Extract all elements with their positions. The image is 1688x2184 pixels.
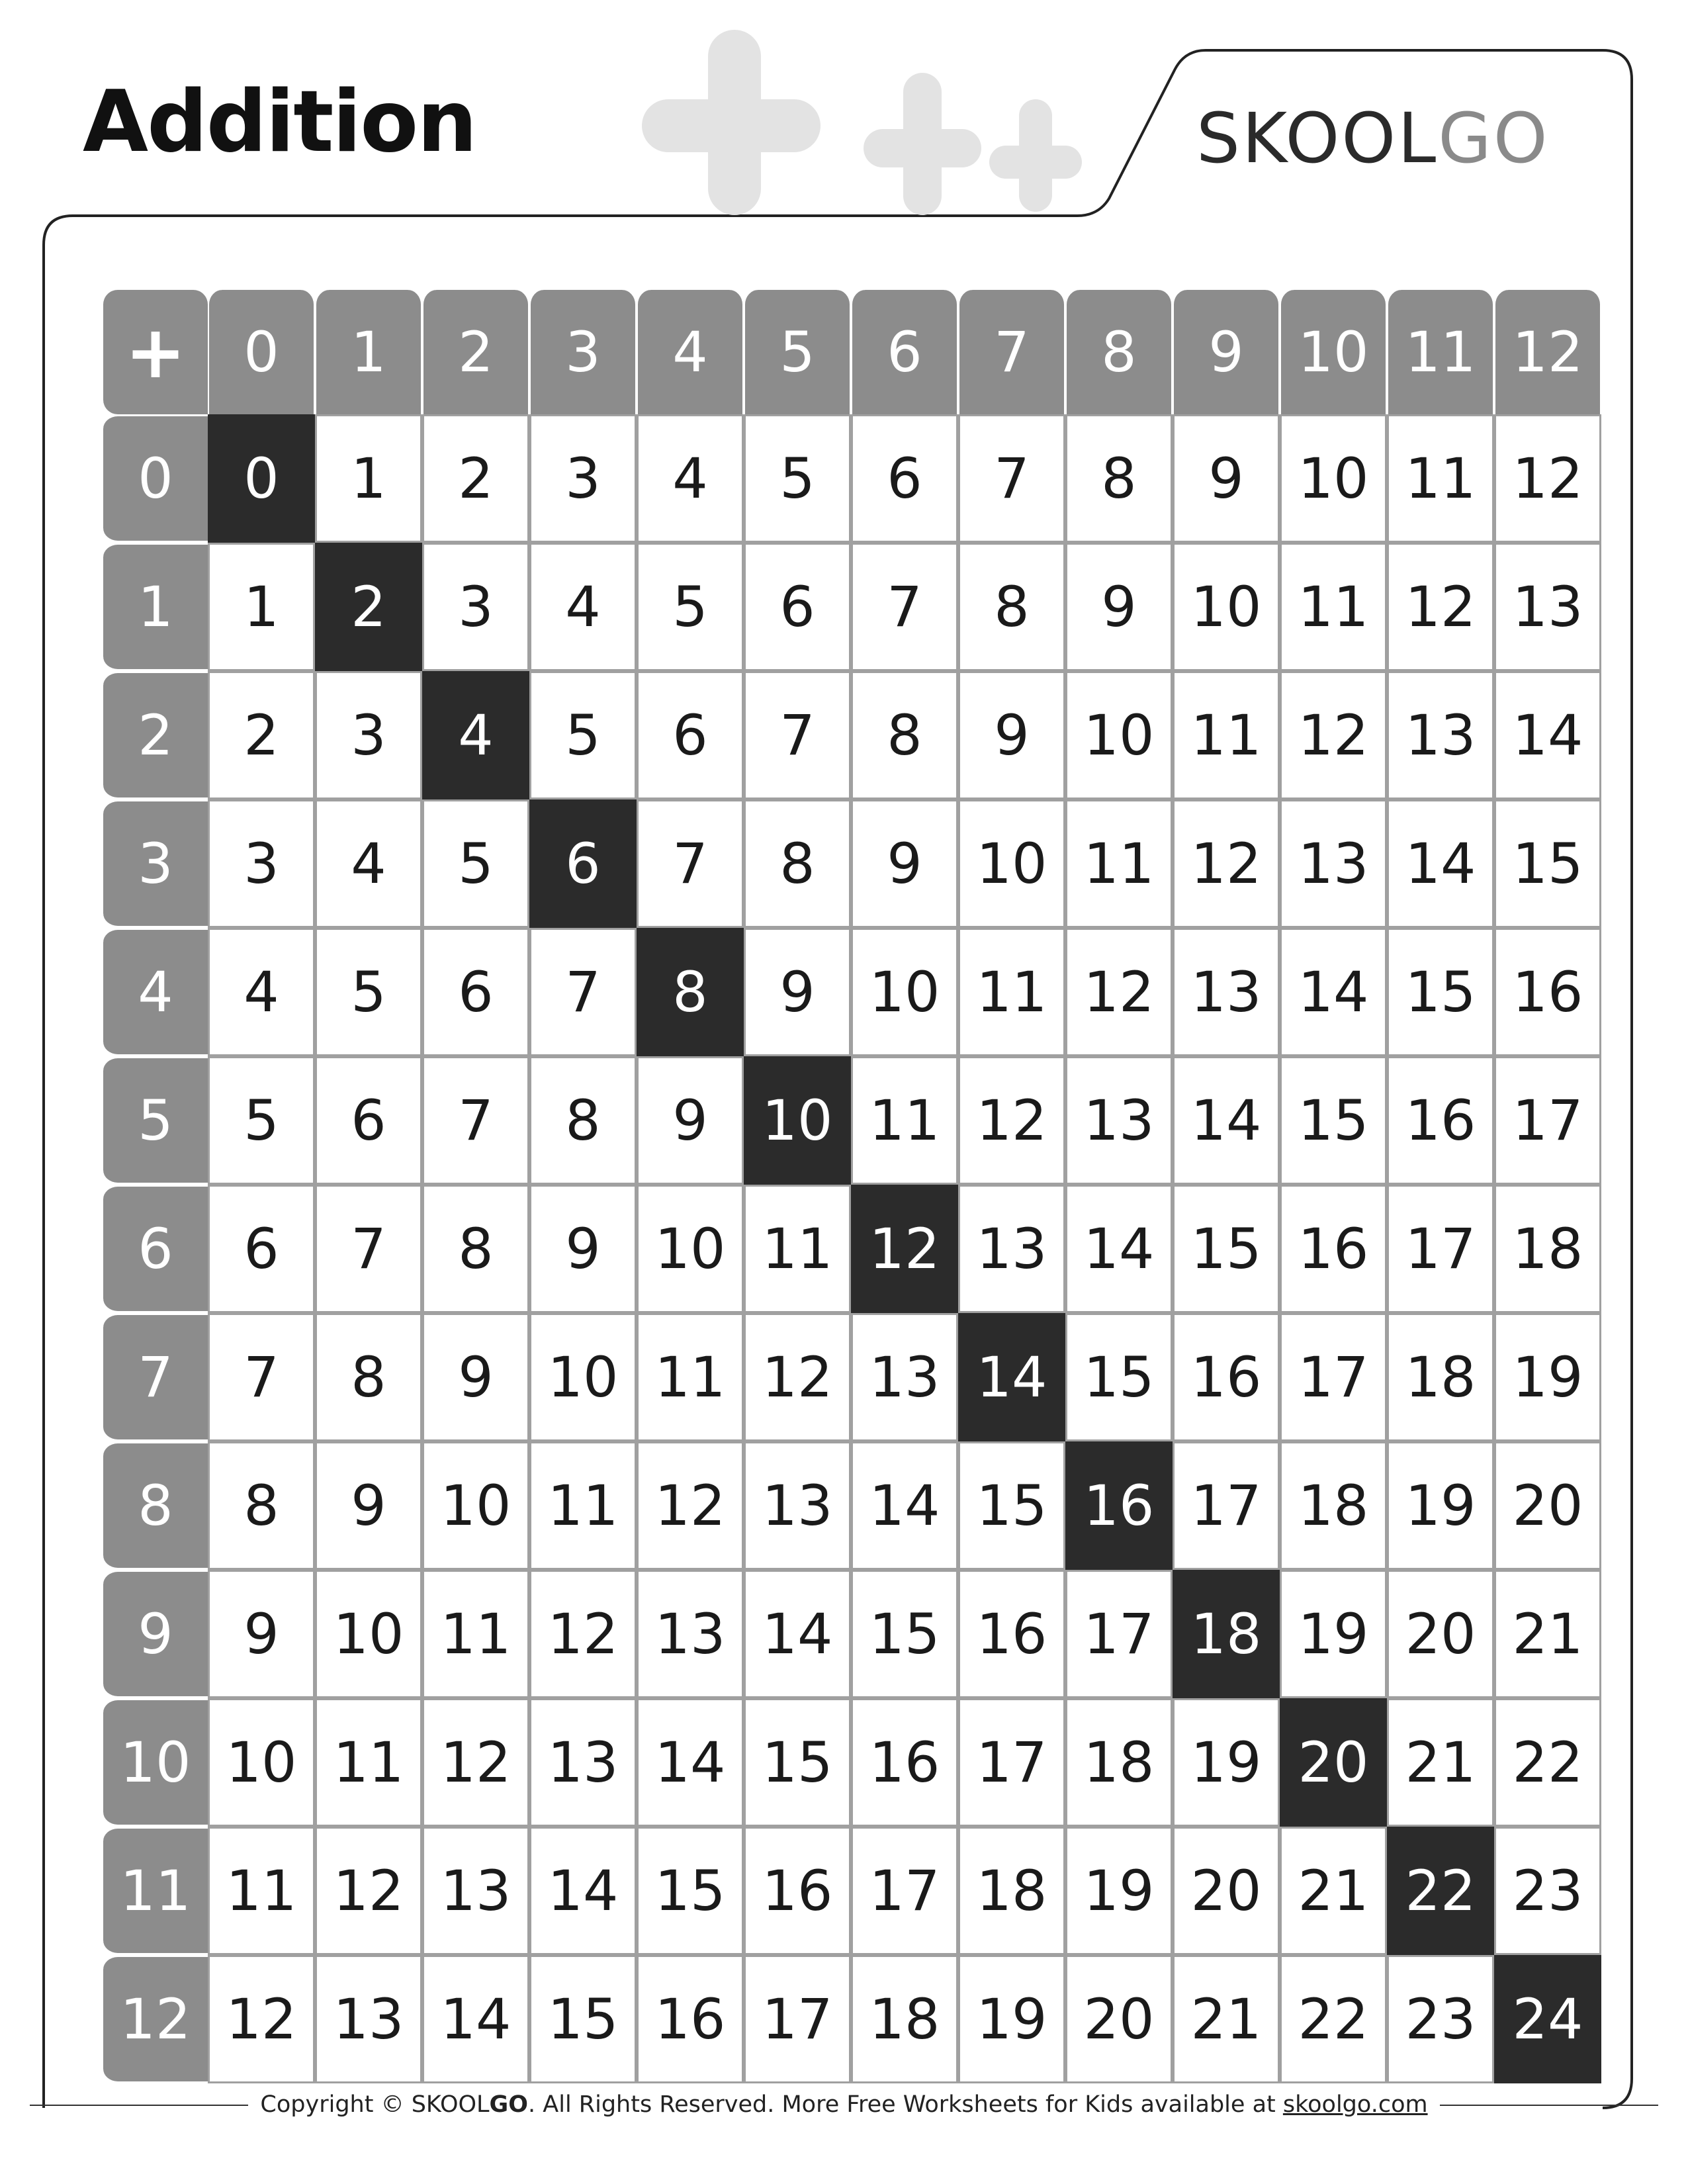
sum-cell: 3 xyxy=(315,671,422,799)
sum-cell: 4 xyxy=(529,543,637,671)
sum-cell: 8 xyxy=(529,1056,637,1185)
sum-cell: 13 xyxy=(637,1570,744,1698)
sum-cell: 17 xyxy=(744,1955,851,2083)
sum-cell-highlighted: 0 xyxy=(208,414,315,543)
row-header: 2 xyxy=(103,671,208,799)
table-row xyxy=(103,1185,1601,1313)
sum-cell: 20 xyxy=(1065,1955,1173,2083)
sum-cell: 6 xyxy=(315,1056,422,1185)
sum-cell: 15 xyxy=(1065,1313,1173,1441)
row-header: 1 xyxy=(103,543,208,671)
sum-cell: 21 xyxy=(1173,1955,1280,2083)
page-title: Addition xyxy=(83,73,476,171)
sum-cell: 8 xyxy=(208,1441,315,1570)
sum-cell: 20 xyxy=(1387,1570,1494,1698)
sum-cell: 6 xyxy=(422,928,529,1056)
row-header: 7 xyxy=(103,1313,208,1441)
sum-cell: 23 xyxy=(1494,1827,1601,1955)
sum-cell: 13 xyxy=(958,1185,1065,1313)
sum-cell: 20 xyxy=(1173,1827,1280,1955)
sum-cell: 21 xyxy=(1494,1570,1601,1698)
sum-cell: 9 xyxy=(1173,414,1280,543)
column-header: 11 xyxy=(1387,290,1494,414)
table-row xyxy=(103,1441,1601,1570)
row-header: 9 xyxy=(103,1570,208,1698)
sum-cell: 14 xyxy=(529,1827,637,1955)
sum-cell: 16 xyxy=(1173,1313,1280,1441)
header-row xyxy=(103,290,1601,414)
sum-cell: 16 xyxy=(1387,1056,1494,1185)
table-row xyxy=(103,799,1601,928)
sum-cell: 9 xyxy=(744,928,851,1056)
sum-cell: 14 xyxy=(744,1570,851,1698)
sum-cell: 20 xyxy=(1494,1441,1601,1570)
sum-cell: 5 xyxy=(208,1056,315,1185)
sum-cell-highlighted: 22 xyxy=(1387,1827,1494,1955)
sum-cell: 13 xyxy=(1065,1056,1173,1185)
sum-cell: 13 xyxy=(1494,543,1601,671)
sum-cell: 9 xyxy=(1065,543,1173,671)
sum-cell: 15 xyxy=(1280,1056,1387,1185)
sum-cell: 15 xyxy=(851,1570,958,1698)
sum-cell: 9 xyxy=(529,1185,637,1313)
sum-cell: 17 xyxy=(1494,1056,1601,1185)
sum-cell: 14 xyxy=(422,1955,529,2083)
row-header: 11 xyxy=(103,1827,208,1955)
column-header: 12 xyxy=(1494,290,1601,414)
sum-cell: 14 xyxy=(637,1698,744,1827)
sum-cell: 22 xyxy=(1280,1955,1387,2083)
table-row xyxy=(103,1313,1601,1441)
sum-cell: 15 xyxy=(637,1827,744,1955)
column-header: 7 xyxy=(958,290,1065,414)
sum-cell: 12 xyxy=(529,1570,637,1698)
brand-logo xyxy=(1196,98,1550,179)
footer-divider-left xyxy=(30,2105,248,2106)
sum-cell-highlighted: 4 xyxy=(422,671,529,799)
sum-cell: 14 xyxy=(1494,671,1601,799)
sum-cell: 12 xyxy=(1173,799,1280,928)
sum-cell: 15 xyxy=(1173,1185,1280,1313)
sum-cell: 4 xyxy=(208,928,315,1056)
sum-cell: 2 xyxy=(208,671,315,799)
sum-cell: 12 xyxy=(1065,928,1173,1056)
sum-cell: 12 xyxy=(958,1056,1065,1185)
footer-link[interactable]: skoolgo.com xyxy=(1282,2091,1428,2118)
table-row xyxy=(103,1827,1601,1955)
column-header: 9 xyxy=(1173,290,1280,414)
sum-cell: 8 xyxy=(315,1313,422,1441)
sum-cell: 10 xyxy=(422,1441,529,1570)
column-header: 5 xyxy=(744,290,851,414)
sum-cell: 10 xyxy=(958,799,1065,928)
row-header: 12 xyxy=(103,1955,208,2083)
addition-table xyxy=(103,290,1601,2083)
sum-cell: 19 xyxy=(1065,1827,1173,1955)
sum-cell-highlighted: 20 xyxy=(1280,1698,1387,1827)
sum-cell: 17 xyxy=(958,1698,1065,1827)
table-row xyxy=(103,671,1601,799)
sum-cell: 23 xyxy=(1387,1955,1494,2083)
sum-cell: 18 xyxy=(1280,1441,1387,1570)
sum-cell: 12 xyxy=(315,1827,422,1955)
column-header: 0 xyxy=(208,290,315,414)
column-header: 6 xyxy=(851,290,958,414)
table-row xyxy=(103,1056,1601,1185)
brand-name: SKOOL xyxy=(1196,98,1439,179)
sum-cell: 10 xyxy=(1280,414,1387,543)
sum-cell: 13 xyxy=(851,1313,958,1441)
sum-cell: 9 xyxy=(208,1570,315,1698)
sum-cell: 6 xyxy=(744,543,851,671)
footer xyxy=(0,2091,1688,2118)
sum-cell: 3 xyxy=(208,799,315,928)
sum-cell: 10 xyxy=(1065,671,1173,799)
sum-cell: 18 xyxy=(1494,1185,1601,1313)
sum-cell: 17 xyxy=(1173,1441,1280,1570)
sum-cell: 8 xyxy=(744,799,851,928)
sum-cell: 16 xyxy=(958,1570,1065,1698)
sum-cell: 15 xyxy=(1387,928,1494,1056)
sum-cell: 10 xyxy=(637,1185,744,1313)
sum-cell-highlighted: 10 xyxy=(744,1056,851,1185)
sum-cell: 9 xyxy=(851,799,958,928)
sum-cell: 8 xyxy=(958,543,1065,671)
sum-cell-highlighted: 6 xyxy=(529,799,637,928)
sum-cell: 11 xyxy=(1280,543,1387,671)
sum-cell: 14 xyxy=(1173,1056,1280,1185)
column-header: 2 xyxy=(422,290,529,414)
sum-cell: 17 xyxy=(1280,1313,1387,1441)
sum-cell: 10 xyxy=(529,1313,637,1441)
footer-text: . All Rights Reserved. More Free Worksheets for Kids available at xyxy=(528,2091,1283,2118)
footer-divider-right xyxy=(1440,2105,1658,2106)
table-row xyxy=(103,1698,1601,1827)
sum-cell: 18 xyxy=(1387,1313,1494,1441)
row-header: 10 xyxy=(103,1698,208,1827)
sum-cell: 7 xyxy=(315,1185,422,1313)
sum-cell: 8 xyxy=(422,1185,529,1313)
sum-cell: 10 xyxy=(851,928,958,1056)
sum-cell: 6 xyxy=(851,414,958,543)
sum-cell: 5 xyxy=(637,543,744,671)
sum-cell: 5 xyxy=(422,799,529,928)
sum-cell: 7 xyxy=(958,414,1065,543)
sum-cell: 9 xyxy=(315,1441,422,1570)
sum-cell: 11 xyxy=(1065,799,1173,928)
plus-signs-icon xyxy=(635,20,1138,218)
sum-cell-highlighted: 16 xyxy=(1065,1441,1173,1570)
table-row xyxy=(103,543,1601,671)
row-header: 0 xyxy=(103,414,208,543)
sum-cell: 15 xyxy=(958,1441,1065,1570)
sum-cell: 1 xyxy=(315,414,422,543)
sum-cell: 18 xyxy=(1065,1698,1173,1827)
sum-cell: 14 xyxy=(1387,799,1494,928)
sum-cell: 19 xyxy=(1494,1313,1601,1441)
sum-cell-highlighted: 18 xyxy=(1173,1570,1280,1698)
sum-cell: 12 xyxy=(1387,543,1494,671)
sum-cell: 22 xyxy=(1494,1698,1601,1827)
sum-cell: 7 xyxy=(744,671,851,799)
sum-cell: 14 xyxy=(851,1441,958,1570)
column-header: 1 xyxy=(315,290,422,414)
footer-brand-accent: GO xyxy=(489,2091,529,2118)
sum-cell: 11 xyxy=(208,1827,315,1955)
sum-cell: 11 xyxy=(1387,414,1494,543)
sum-cell: 13 xyxy=(315,1955,422,2083)
sum-cell: 7 xyxy=(637,799,744,928)
row-header: 4 xyxy=(103,928,208,1056)
sum-cell: 15 xyxy=(1494,799,1601,928)
brand-accent: GO xyxy=(1438,98,1550,179)
sum-cell: 12 xyxy=(744,1313,851,1441)
sum-cell: 13 xyxy=(529,1698,637,1827)
sum-cell: 5 xyxy=(529,671,637,799)
table-row xyxy=(103,928,1601,1056)
sum-cell-highlighted: 2 xyxy=(315,543,422,671)
sum-cell: 18 xyxy=(958,1827,1065,1955)
sum-cell: 8 xyxy=(851,671,958,799)
footer-copyright: Copyright © SKOOL xyxy=(260,2091,490,2118)
sum-cell: 15 xyxy=(744,1698,851,1827)
sum-cell: 6 xyxy=(208,1185,315,1313)
row-header: 8 xyxy=(103,1441,208,1570)
sum-cell-highlighted: 8 xyxy=(637,928,744,1056)
sum-cell: 12 xyxy=(637,1441,744,1570)
sum-cell: 16 xyxy=(1494,928,1601,1056)
table-row xyxy=(103,1955,1601,2083)
sum-cell: 7 xyxy=(422,1056,529,1185)
column-header: 3 xyxy=(529,290,637,414)
sum-cell: 18 xyxy=(851,1955,958,2083)
sum-cell: 6 xyxy=(637,671,744,799)
row-header: 5 xyxy=(103,1056,208,1185)
sum-cell: 11 xyxy=(744,1185,851,1313)
sum-cell: 16 xyxy=(637,1955,744,2083)
sum-cell: 14 xyxy=(1280,928,1387,1056)
sum-cell: 11 xyxy=(851,1056,958,1185)
sum-cell: 16 xyxy=(851,1698,958,1827)
sum-cell: 17 xyxy=(851,1827,958,1955)
sum-cell: 17 xyxy=(1065,1570,1173,1698)
sum-cell: 19 xyxy=(1387,1441,1494,1570)
sum-cell: 16 xyxy=(1280,1185,1387,1313)
column-header: 4 xyxy=(637,290,744,414)
sum-cell: 21 xyxy=(1280,1827,1387,1955)
sum-cell: 12 xyxy=(1494,414,1601,543)
sum-cell: 5 xyxy=(315,928,422,1056)
sum-cell: 13 xyxy=(1173,928,1280,1056)
sum-cell: 12 xyxy=(1280,671,1387,799)
sum-cell: 9 xyxy=(958,671,1065,799)
table-row xyxy=(103,1570,1601,1698)
sum-cell: 12 xyxy=(422,1698,529,1827)
sum-cell: 5 xyxy=(744,414,851,543)
sum-cell: 2 xyxy=(422,414,529,543)
sum-cell: 3 xyxy=(422,543,529,671)
row-header: 3 xyxy=(103,799,208,928)
sum-cell: 11 xyxy=(315,1698,422,1827)
sum-cell: 7 xyxy=(208,1313,315,1441)
sum-cell: 19 xyxy=(1280,1570,1387,1698)
sum-cell: 13 xyxy=(1387,671,1494,799)
sum-cell: 21 xyxy=(1387,1698,1494,1827)
sum-cell: 9 xyxy=(637,1056,744,1185)
table-row xyxy=(103,414,1601,543)
sum-cell: 3 xyxy=(529,414,637,543)
sum-cell: 11 xyxy=(529,1441,637,1570)
sum-cell: 10 xyxy=(315,1570,422,1698)
operator-cell: + xyxy=(103,290,208,414)
sum-cell: 12 xyxy=(208,1955,315,2083)
sum-cell: 8 xyxy=(1065,414,1173,543)
sum-cell: 17 xyxy=(1387,1185,1494,1313)
sum-cell: 7 xyxy=(851,543,958,671)
sum-cell: 11 xyxy=(422,1570,529,1698)
table-body xyxy=(103,414,1601,2083)
sum-cell: 7 xyxy=(529,928,637,1056)
sum-cell-highlighted: 14 xyxy=(958,1313,1065,1441)
sum-cell: 13 xyxy=(744,1441,851,1570)
column-header: 8 xyxy=(1065,290,1173,414)
sum-cell: 11 xyxy=(637,1313,744,1441)
sum-cell: 10 xyxy=(1173,543,1280,671)
sum-cell: 1 xyxy=(208,543,315,671)
sum-cell: 13 xyxy=(1280,799,1387,928)
sum-cell: 14 xyxy=(1065,1185,1173,1313)
sum-cell-highlighted: 24 xyxy=(1494,1955,1601,2083)
sum-cell: 9 xyxy=(422,1313,529,1441)
sum-cell: 19 xyxy=(1173,1698,1280,1827)
sum-cell: 11 xyxy=(958,928,1065,1056)
sum-cell: 16 xyxy=(744,1827,851,1955)
sum-cell: 15 xyxy=(529,1955,637,2083)
sum-cell-highlighted: 12 xyxy=(851,1185,958,1313)
sum-cell: 11 xyxy=(1173,671,1280,799)
column-header: 10 xyxy=(1280,290,1387,414)
sum-cell: 4 xyxy=(315,799,422,928)
sum-cell: 19 xyxy=(958,1955,1065,2083)
sum-cell: 13 xyxy=(422,1827,529,1955)
row-header: 6 xyxy=(103,1185,208,1313)
sum-cell: 10 xyxy=(208,1698,315,1827)
sum-cell: 4 xyxy=(637,414,744,543)
